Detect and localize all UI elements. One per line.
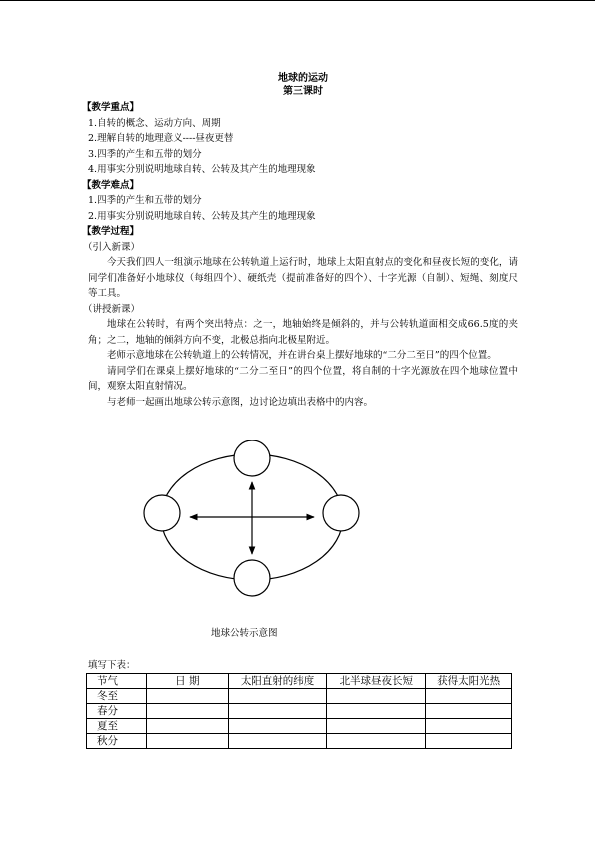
- season-table: [86, 673, 512, 749]
- process-heading: 【教学过程】: [82, 226, 140, 237]
- table-cell: 夏至: [87, 719, 147, 734]
- table-cell[interactable]: [228, 704, 327, 719]
- difficulty-item: 2.用事实分别说明地球自转、公转及其产生的地理现象: [88, 210, 316, 222]
- table-cell[interactable]: [426, 689, 512, 704]
- header-cell: 节气: [87, 674, 147, 689]
- table-cell[interactable]: [327, 689, 426, 704]
- table-row: [87, 704, 512, 719]
- table-cell[interactable]: [146, 719, 228, 734]
- table-cell: 冬至: [87, 689, 147, 704]
- table-cell[interactable]: [146, 704, 228, 719]
- lecture-note: （讲授新课）: [83, 303, 141, 315]
- header-cell: 北半球昼夜长短: [327, 674, 426, 689]
- key-point-item: 3.四季的产生和五带的划分: [88, 148, 202, 160]
- diagram-caption: 地球公转示意图: [211, 628, 278, 639]
- table-label: 填写下表：: [88, 660, 136, 671]
- table-cell[interactable]: [327, 719, 426, 734]
- intro-paragraph: 今天我们四人一组演示地球在公转轨道上运行时，地球上太阳直射点的变化和昼夜长短的变化，请同学们准备好小地球仪（每组四个）、硬纸壳（提前准备好的四个）、十字光源（自制）、短绳、刻度尺等工具。: [88, 257, 518, 299]
- lecture-paragraph: 与老师一起画出地球公转示意图，边讨论边填出表格中的内容。: [107, 396, 374, 408]
- lecture-paragraph: 请同学们在课桌上摆好地球的“二分二至日”的四个位置，将自制的十字光源放在四个地球位置中间，观察太阳直射情况。: [88, 365, 518, 392]
- table-row: [87, 719, 512, 734]
- earth-position-left: [144, 495, 180, 531]
- top-rule: [0, 0, 595, 1]
- earth-position-bottom: [234, 560, 270, 596]
- lecture-paragraph: 老师示意地球在公转轨道上的公转情况，并在讲台桌上摆好地球的“二分二至日”的四个位置。: [107, 350, 497, 361]
- document-body: [82, 72, 518, 410]
- table-cell[interactable]: [327, 734, 426, 749]
- table-cell[interactable]: [146, 689, 228, 704]
- table-cell[interactable]: [327, 704, 426, 719]
- key-point-item: 2.理解自转的地理意义----昼夜更替: [88, 133, 234, 144]
- orbit-diagram: [0, 440, 595, 600]
- page-title: 地球的运动: [278, 73, 328, 84]
- table-header-row: [87, 674, 512, 689]
- header-cell: 获得太阳光热: [426, 674, 512, 689]
- difficulty-item: 1.四季的产生和五带的划分: [88, 195, 202, 206]
- key-point-item: 4.用事实分别说明地球自转、公转及其产生的地理现象: [88, 164, 316, 175]
- earth-position-top: [234, 440, 270, 476]
- table-cell[interactable]: [426, 719, 512, 734]
- table-cell: 秋分: [87, 734, 147, 749]
- header-cell: 太阳直射的纬度: [228, 674, 327, 689]
- lecture-paragraph: 地球在公转时，有两个突出特点：之一，地轴始终是倾斜的，并与公转轨道面相交成66.5度的夹角；之二，地轴的倾斜方向不变，北极总指向北极星附近。: [88, 319, 518, 346]
- table-cell[interactable]: [146, 734, 228, 749]
- table-cell[interactable]: [426, 704, 512, 719]
- difficulties-heading: 【教学难点】: [82, 179, 140, 191]
- page-subtitle: 第三课时: [283, 86, 323, 97]
- table-row: [87, 689, 512, 704]
- key-point-item: 1.自转的概念、运动方向、周期: [88, 117, 221, 129]
- intro-note: （引入新课）: [83, 241, 141, 253]
- header-cell: 日 期: [146, 674, 228, 689]
- table-cell[interactable]: [228, 734, 327, 749]
- earth-position-right: [323, 495, 359, 531]
- table-cell[interactable]: [228, 719, 327, 734]
- table-cell[interactable]: [228, 689, 327, 704]
- key-points-heading: 【教学重点】: [82, 102, 140, 113]
- table-cell[interactable]: [426, 734, 512, 749]
- table-cell: 春分: [87, 704, 147, 719]
- table-row: [87, 734, 512, 749]
